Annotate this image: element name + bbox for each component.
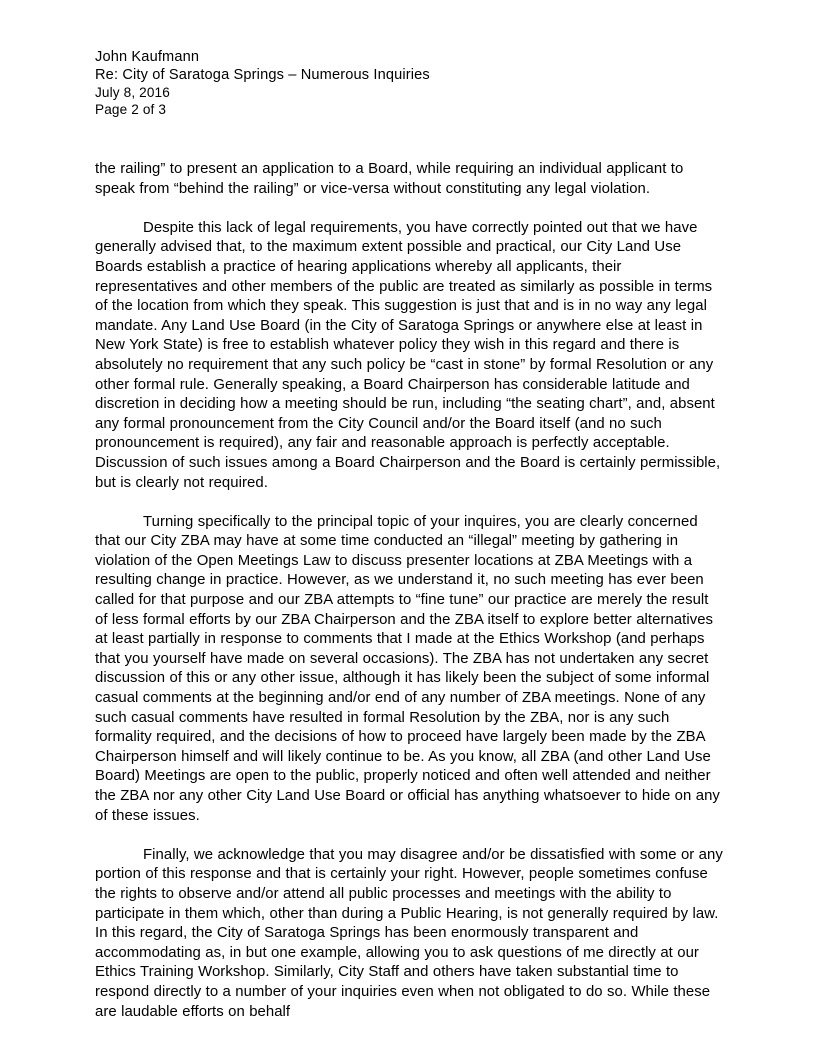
body-paragraph: Finally, we acknowledge that you may disagree and/or be dissatisfied with some or any portion of this response and that is certainly your right. However, people sometimes confuse the rights to observe and/or attend all public processes and meetings with the ability to participate in them which, other than during a Public Hearing, is not generally required by law. In this regard, the City of Saratoga Springs has been enormously transparent and accommodating as, in but one example, allowing you to ask questions of me directly at our Ethics Training Workshop. Similarly, City Staff and others have taken substantial time to respond directly to a number of your inquiries even when not obligated to do so. While these are laudable efforts on behalf [95, 846, 723, 1020]
body-paragraph: Despite this lack of legal requirements, you have correctly pointed out that we have generally advised that, to the maximum extent possible and practical, our City Land Use Boards establish a practice of hearing applications whereby all applicants, their representatives and other members of the public are treated as similarly as possible in terms of the location from which they speak. This suggestion is just that and is in no way any legal mandate. Any Land Use Board (in the City of Saratoga Springs or anywhere else at least in New York State) is free to establish whatever policy they wish in this regard and there is absolutely no requirement that any such policy be “cast in stone” by formal Resolution or any other formal rule. Generally speaking, a Board Chairperson has considerable latitude and discretion in deciding how a meeting should be run, including “the seating chart”, and, absent any formal pronouncement from the City Council and/or the Board itself (and no such pronouncement is required), any fair and reasonable approach is perfectly acceptable. Discussion of such issues among a Board Chairperson and the Board is certainly permissible, but is clearly not required. [95, 219, 721, 491]
letter-header-block [95, 49, 735, 118]
header-subject-line: Re: City of Saratoga Springs – Numerous Inquiries [95, 66, 430, 83]
letter-body-block [95, 160, 724, 1042]
body-paragraph: Turning specifically to the principal topic of your inquires, you are clearly concerned that our City ZBA may have at some time conducted an “illegal” meeting by gathering in violation of the Open Meetings Law to discuss presenter locations at ZBA Meetings with a resulting change in practice. However, as we understand it, no such meeting has ever been called for that purpose and our ZBA attempts to “fine tune” our practice are merely the result of less formal efforts by our ZBA Chairperson and the ZBA itself to explore better alternatives at least partially in response to comments that I made at the Ethics Workshop (and perhaps that you yourself have made on several occasions). The ZBA has not undertaken any secret discussion of this or any other issue, although it has likely been the subject of some informal casual comments at the beginning and/or end of any number of ZBA meetings. None of any such casual comments have resulted in formal Resolution by the ZBA, nor is any such formality required, and the decisions of how to proceed have largely been made by the ZBA Chairperson himself and will likely continue to be. As you know, all ZBA (and other Land Use Board) Meetings are open to the public, properly noticed and often well attended and neither the ZBA nor any other City Land Use Board or official has anything whatsoever to hide on any of these issues. [95, 513, 720, 824]
header-page-number: Page 2 of 3 [95, 102, 167, 118]
header-recipient-name: John Kaufmann [95, 49, 200, 65]
header-date: July 8, 2016 [95, 85, 170, 100]
body-paragraph-continuation: the railing” to present an application to a Board, while requiring an individual applicant to speak from “behind the railing” or vice-versa without constituting any legal violation. [95, 161, 684, 197]
